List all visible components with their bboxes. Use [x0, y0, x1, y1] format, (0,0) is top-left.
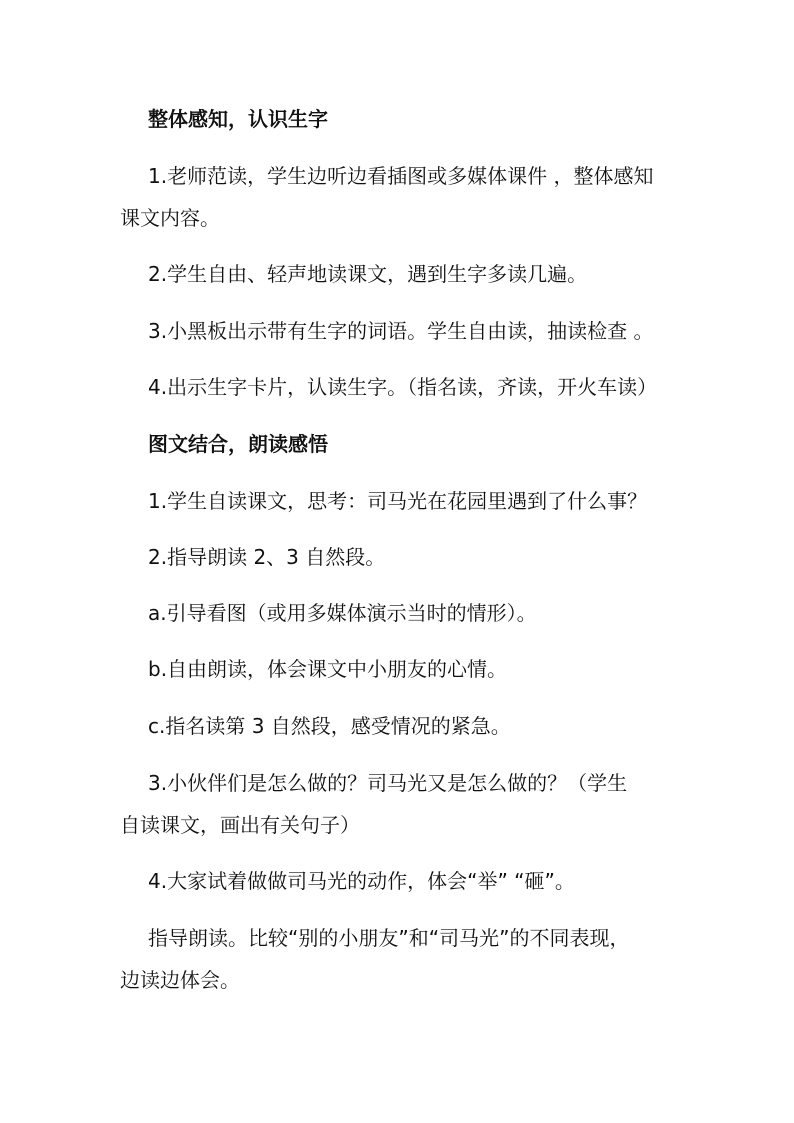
section-heading-2: 图文结合，朗读感悟: [148, 432, 328, 456]
paragraph-1-line-2: 课文内容。: [120, 206, 220, 230]
paragraph-12-line-2: 边读边体会。: [120, 968, 240, 992]
section-heading-1: 整体感知，认识生字: [148, 107, 328, 131]
paragraph-10-line-2: 自读课文，画出有关句子）: [120, 813, 360, 837]
paragraph-10-line-1: 3.小伙伴们是怎么做的？司马光又是怎么做的？（学生: [148, 771, 628, 795]
paragraph-5: 1.学生自读课文，思考：司马光在花园里遇到了什么事？: [148, 489, 648, 513]
paragraph-2: 2.学生自由、轻声地读课文，遇到生字多读几遍。: [148, 262, 588, 286]
paragraph-11: 4.大家试着做做司马光的动作，体会“举” “砸”。: [148, 869, 575, 893]
paragraph-3: 3.小黑板出示带有生字的词语。学生自由读，抽读检查 。: [148, 319, 654, 343]
paragraph-1-line-1: 1.老师范读，学生边听边看插图或多媒体课件 ，整体感知: [148, 164, 654, 188]
paragraph-9: c.指名读第 3 自然段，感受情况的紧急。: [148, 714, 511, 738]
paragraph-4: 4.出示生字卡片，认读生字。（指名读，齐读，开火车读）: [148, 375, 658, 399]
paragraph-8: b.自由朗读，体会课文中小朋友的心情。: [148, 657, 508, 681]
paragraph-12-line-1: 指导朗读。比较“别的小朋友”和“司马光”的不同表现，: [148, 926, 630, 950]
paragraph-6: 2.指导朗读 2、3 自然段。: [148, 545, 386, 569]
paragraph-7: a.引导看图（或用多媒体演示当时的情形）。: [148, 601, 537, 625]
